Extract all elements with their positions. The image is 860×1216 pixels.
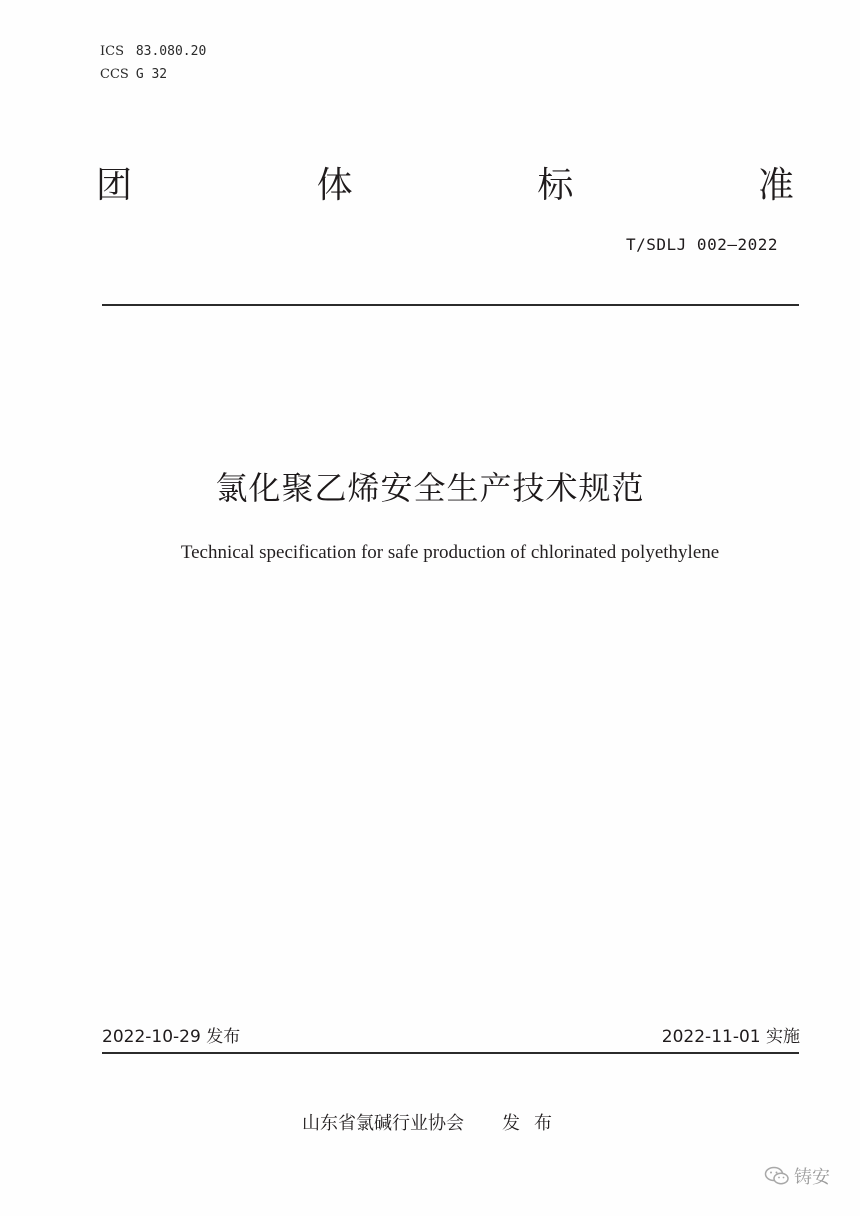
ics-code-row [100,40,206,63]
document-title-english: Technical specification for safe production of chlorinated polyethylene [180,542,720,563]
implementation-date: 2022-11-01 实施 [661,1027,800,1047]
heading-char: 体 [316,165,353,206]
watermark [764,1163,830,1189]
heading-char: 标 [537,165,574,206]
wechat-icon [764,1166,790,1186]
date-row [102,1025,800,1049]
publisher-action: 发布 [502,1113,566,1134]
ccs-value: G 32 [135,67,168,82]
ccs-label: CCS [100,67,129,82]
top-divider [102,304,799,306]
publish-date: 2022-10-29 发布 [102,1027,241,1047]
standard-type-heading [96,163,794,209]
publisher-line [302,1111,566,1137]
heading-char: 团 [96,165,133,206]
publisher-name: 山东省氯碱行业协会 [302,1113,464,1134]
ics-value: 83.080.20 [135,44,207,59]
standard-number: T/SDLJ 002—2022 [626,235,778,254]
bottom-divider [102,1052,799,1054]
heading-char: 准 [757,165,794,206]
document-title-chinese: 氯化聚乙烯安全生产技术规范 [215,469,645,507]
ccs-code-row [100,63,206,86]
watermark-text: 铸安 [794,1167,830,1188]
classification-codes [100,40,206,86]
ics-label: ICS [100,44,124,59]
